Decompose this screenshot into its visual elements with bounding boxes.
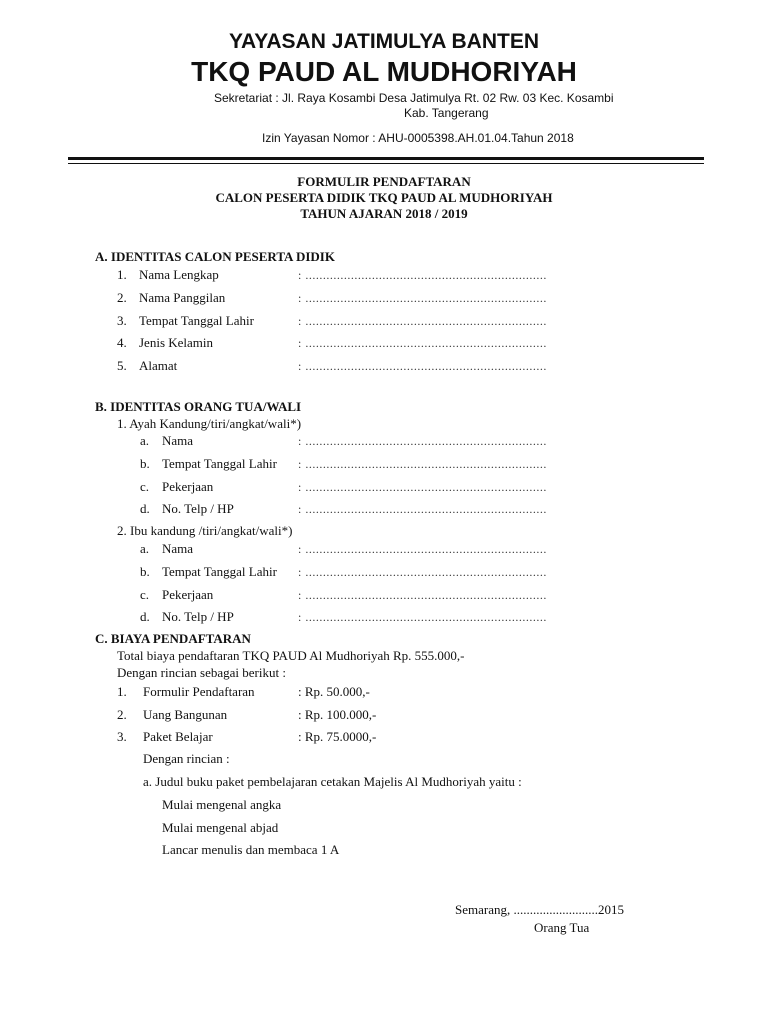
fee-label: Paket Belajar bbox=[143, 729, 213, 744]
field-letter: a. bbox=[140, 541, 150, 556]
address-line-2: Kab. Tangerang bbox=[404, 106, 489, 120]
fee-number: 2. bbox=[117, 707, 127, 722]
signature-role: Orang Tua bbox=[534, 920, 590, 935]
section-c-heading: C. BIAYA PENDAFTARAN bbox=[95, 631, 251, 646]
field-letter: b. bbox=[140, 456, 150, 471]
book-note: a. Judul buku paket pembelajaran cetakan Majelis Al Mudhoriyah yaitu : bbox=[143, 774, 522, 789]
form-subtitle: CALON PESERTA DIDIK TKQ PAUD AL MUDHORIYAH bbox=[215, 190, 553, 205]
fill-in-line[interactable]: : ..................................................................... bbox=[298, 268, 547, 282]
field-number: 5. bbox=[117, 358, 127, 373]
book-title: Mulai mengenal abjad bbox=[162, 820, 279, 835]
permit-number: Izin Yayasan Nomor : AHU-0005398.AH.01.04.Tahun 2018 bbox=[262, 131, 574, 145]
section-b-heading: B. IDENTITAS ORANG TUA/WALI bbox=[95, 399, 302, 414]
fill-in-line[interactable]: : ..................................................................... bbox=[298, 610, 547, 624]
father-subheading: 1. Ayah Kandung/tiri/angkat/wali*) bbox=[117, 416, 302, 431]
detail-intro: Dengan rincian : bbox=[143, 751, 230, 766]
fee-number: 3. bbox=[117, 729, 127, 744]
fill-in-line[interactable]: : ..................................................................... bbox=[298, 542, 547, 556]
fill-in-line[interactable]: : ..................................................................... bbox=[298, 588, 547, 602]
mother-subheading: 2. Ibu kandung /tiri/angkat/wali*) bbox=[117, 523, 293, 538]
book-title: Lancar menulis dan membaca 1 A bbox=[162, 842, 340, 857]
book-title: Mulai mengenal angka bbox=[162, 797, 282, 812]
field-label: Nama bbox=[162, 541, 194, 556]
field-label: Nama Lengkap bbox=[139, 267, 219, 282]
fill-in-line[interactable]: : ..................................................................... bbox=[298, 502, 547, 516]
field-letter: b. bbox=[140, 564, 150, 579]
fee-label: Formulir Pendaftaran bbox=[143, 684, 255, 699]
field-letter: c. bbox=[140, 479, 150, 494]
fill-in-line[interactable]: : ..................................................................... bbox=[298, 359, 547, 373]
field-number: 2. bbox=[117, 290, 127, 305]
fee-amount: : Rp. 50.000,- bbox=[298, 684, 370, 699]
fee-intro: Dengan rincian sebagai berikut : bbox=[117, 665, 286, 680]
header-rule-thick bbox=[68, 157, 704, 160]
fill-in-line[interactable]: : ..................................................................... bbox=[298, 457, 547, 471]
field-letter: a. bbox=[140, 433, 150, 448]
field-number: 1. bbox=[117, 267, 127, 282]
field-label: No. Telp / HP bbox=[162, 609, 234, 624]
field-number: 4. bbox=[117, 335, 127, 350]
field-letter: d. bbox=[140, 501, 150, 516]
fill-in-line[interactable]: : ..................................................................... bbox=[298, 565, 547, 579]
field-label: Pekerjaan bbox=[162, 587, 214, 602]
fill-in-line[interactable]: : ..................................................................... bbox=[298, 434, 547, 448]
fill-in-line[interactable]: : ..................................................................... bbox=[298, 291, 547, 305]
field-number: 3. bbox=[117, 313, 127, 328]
header-rule-thin bbox=[68, 163, 704, 164]
field-letter: d. bbox=[140, 609, 150, 624]
field-label: Pekerjaan bbox=[162, 479, 214, 494]
form-title: FORMULIR PENDAFTARAN bbox=[297, 174, 471, 189]
fee-number: 1. bbox=[117, 684, 127, 699]
address-line-1: Sekretariat : Jl. Raya Kosambi Desa Jatimulya Rt. 02 Rw. 03 Kec. Kosambi bbox=[214, 91, 614, 105]
fee-amount: : Rp. 75.0000,- bbox=[298, 729, 377, 744]
field-label: Tempat Tanggal Lahir bbox=[162, 564, 277, 579]
foundation-name: YAYASAN JATIMULYA BANTEN bbox=[228, 30, 540, 53]
field-label: Alamat bbox=[139, 358, 178, 373]
fill-in-line[interactable]: : ..................................................................... bbox=[298, 480, 547, 494]
field-label: Tempat Tanggal Lahir bbox=[139, 313, 254, 328]
fee-label: Uang Bangunan bbox=[143, 707, 228, 722]
section-a-heading: A. IDENTITAS CALON PESERTA DIDIK bbox=[95, 249, 335, 264]
fill-in-line[interactable]: : ..................................................................... bbox=[298, 336, 547, 350]
field-letter: c. bbox=[140, 587, 150, 602]
field-label: Tempat Tanggal Lahir bbox=[162, 456, 277, 471]
field-label: No. Telp / HP bbox=[162, 501, 234, 516]
fill-in-line[interactable]: : ..................................................................... bbox=[298, 314, 547, 328]
school-name: TKQ PAUD AL MUDHORIYAH bbox=[191, 56, 577, 87]
total-fee: Total biaya pendaftaran TKQ PAUD Al Mudhoriyah Rp. 555.000,- bbox=[117, 648, 465, 663]
academic-year: TAHUN AJARAN 2018 / 2019 bbox=[300, 206, 468, 221]
field-label: Jenis Kelamin bbox=[139, 335, 214, 350]
fee-amount: : Rp. 100.000,- bbox=[298, 707, 377, 722]
signature-place-date[interactable]: Semarang, ..........................2015 bbox=[455, 902, 624, 917]
field-label: Nama bbox=[162, 433, 194, 448]
field-label: Nama Panggilan bbox=[139, 290, 226, 305]
